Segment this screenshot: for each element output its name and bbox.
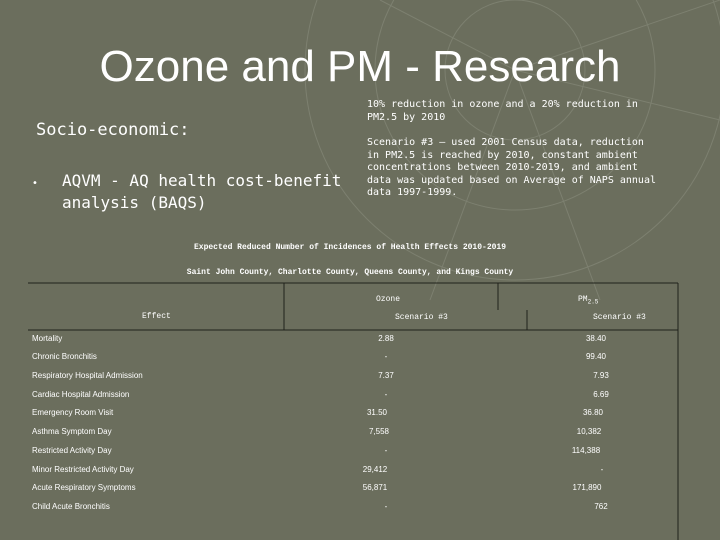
cell-ozone-respiratory-admission: 7.37 — [378, 371, 394, 380]
cell-pm-cardiac-admission: 6.69 — [593, 390, 609, 399]
cell-ozone-chronic-bronchitis: - — [384, 352, 388, 361]
cell-pm-emergency-room: 36.80 — [582, 408, 604, 417]
column-header-pm — [578, 295, 598, 306]
row-label-asthma-day: Asthma Symptom Day — [32, 427, 112, 436]
cell-pm-chronic-bronchitis: 99.40 — [585, 352, 607, 361]
section-heading: Socio-economic: — [36, 120, 190, 140]
cell-ozone-emergency-room: 31.50 — [366, 408, 388, 417]
bullet-marker: • — [32, 178, 38, 189]
row-label-minor-restricted-activity: Minor Restricted Activity Day — [32, 465, 134, 474]
row-label-child-acute-bronchitis: Child Acute Bronchitis — [32, 502, 110, 511]
slide-title: Ozone and PM - Research — [99, 42, 621, 91]
cell-ozone-restricted-activity: - — [384, 446, 388, 455]
column-header-ozone: Ozone — [376, 295, 401, 304]
cell-pm-asthma-day: 10,382 — [576, 427, 602, 436]
cell-pm-respiratory-admission: 7.93 — [593, 371, 609, 380]
cell-pm-acute-respiratory: 171,890 — [572, 483, 602, 492]
cell-ozone-minor-restricted-activity: 29,412 — [362, 465, 388, 474]
cell-ozone-asthma-day: 7,558 — [368, 427, 390, 436]
column-header-scenario-ozone: Scenario #3 — [395, 313, 448, 322]
bullet-text: AQVM - AQ health cost-benefit analysis (BAQS) — [62, 171, 342, 212]
row-label-respiratory-admission: Respiratory Hospital Admission — [32, 371, 143, 380]
cell-pm-child-acute-bronchitis: 762 — [594, 502, 608, 511]
row-label-chronic-bronchitis: Chronic Bronchitis — [32, 352, 97, 361]
row-label-acute-respiratory: Acute Respiratory Symptoms — [32, 483, 136, 492]
row-label-cardiac-admission: Cardiac Hospital Admission — [32, 390, 130, 399]
note-scenario-description: Scenario #3 – used 2001 Census data, reduction in PM2.5 is reached by 2010, constant ambient concentrations between 2010-2019, and ambient data was updated based on Average of NAPS annual data 1997-1999. — [367, 137, 656, 198]
column-header-pm-subscript: 2.5 — [587, 298, 599, 306]
row-label-emergency-room: Emergency Room Visit — [32, 408, 114, 417]
column-header-pm-label: PM — [578, 295, 588, 304]
row-label-restricted-activity: Restricted Activity Day — [32, 446, 112, 455]
cell-pm-restricted-activity: 114,388 — [571, 446, 601, 455]
column-header-scenario-pm: Scenario #3 — [593, 313, 646, 322]
row-label-mortality: Mortality — [32, 334, 63, 343]
note-reduction-target: 10% reduction in ozone and a 20% reduction in PM2.5 by 2010 — [367, 99, 638, 123]
column-header-effect: Effect — [142, 312, 171, 321]
cell-pm-minor-restricted-activity: - — [600, 465, 604, 474]
cell-ozone-cardiac-admission: - — [384, 390, 388, 399]
table-caption-region: Saint John County, Charlotte County, Queens County, and Kings County — [186, 268, 514, 277]
cell-ozone-mortality: 2.88 — [378, 334, 394, 343]
cell-pm-mortality: 38.40 — [585, 334, 607, 343]
cell-ozone-child-acute-bronchitis: - — [384, 502, 388, 511]
cell-ozone-acute-respiratory: 56,871 — [362, 483, 388, 492]
table-caption-title: Expected Reduced Number of Incidences of Health Effects 2010-2019 — [193, 243, 507, 252]
